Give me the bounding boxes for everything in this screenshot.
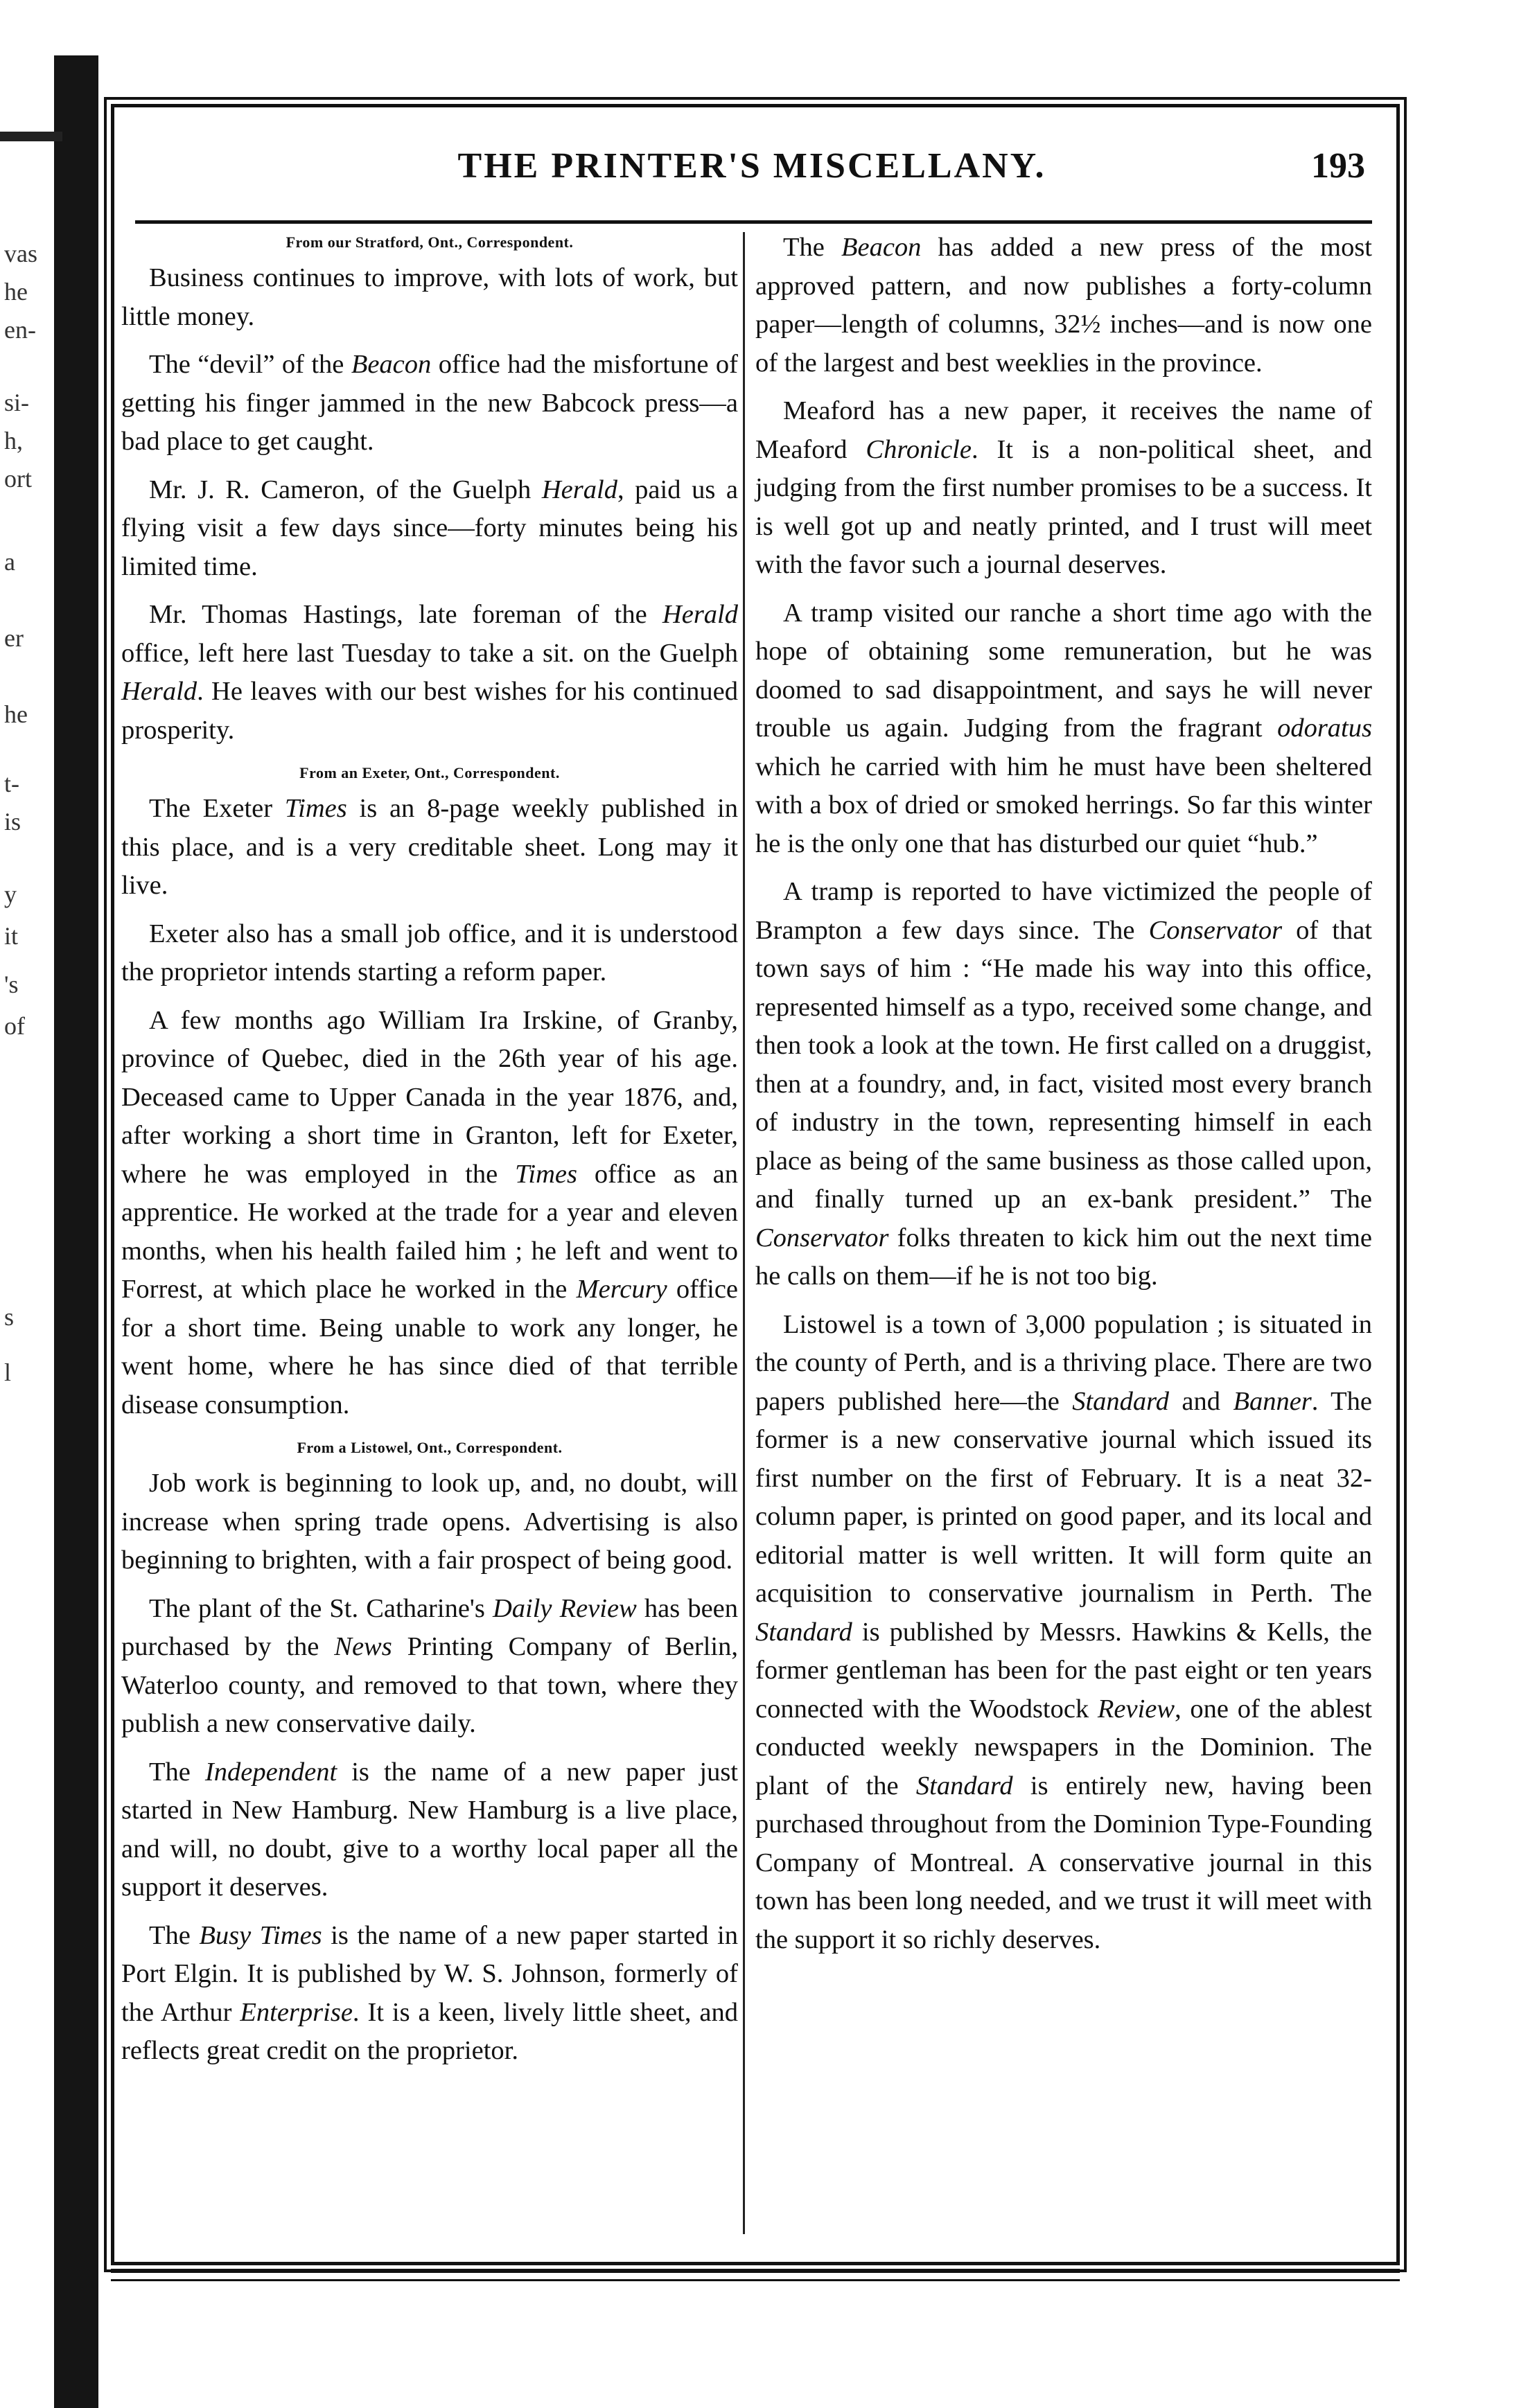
article-paragraph: Listowel is a town of 3,000 population ; is situated in the county of Perth, and is a thriving place. There are two papers published here—the Standard and Banner. The former is a new conservative journal which issued its first number on the first of February. It is a neat 32-column paper, is printed on good paper, and its local and editorial matter is well written. It will form quite an acquisition to conservative journalism in Perth. The Standard is published by Messrs. Hawkins & Kells, the former gentleman has been for the past eight or ten years connected with the Woodstock Review, one of the ablest conducted weekly newspapers in the Dominion. The plant of the Standard is entirely new, having been purchased throughout from the Dominion Type-Founding Company of Montreal. A conservative journal in this town has been long needed, and we trust it will meet with the support it so richly deserves.	[755, 1309, 1372, 1954]
article-paragraph: The “devil” of the Beacon office had the misfortune of getting his finger jammed in the new Babcock press—a bad place to get caught.	[121, 350, 738, 456]
article-paragraph: Mr. Thomas Hastings, late foreman of the Herald office, left here last Tuesday to take a sit. on the Guelph Herald. He leaves with our best wishes for his continued prosperity.	[121, 600, 738, 745]
running-head	[139, 145, 1365, 208]
margin-text-fragment: s	[4, 1303, 15, 1331]
article-paragraph: Meaford has a new paper, it receives the name of Meaford Chronicle. It is a non-political sheet, and judging from the first number promises to be a success. It is well got up and neatly printed, and I trust will meet with the favor such a journal deserves.	[755, 396, 1372, 579]
margin-text-fragment: a	[4, 548, 15, 576]
correspondent-dateline: From an Exeter, Ont., Correspondent.	[299, 764, 560, 781]
margin-text-fragment: en-	[4, 316, 36, 344]
article-paragraph: Mr. J. R. Cameron, of the Guelph Herald, paid us a flying visit a few days since—forty minutes being his limited time.	[121, 475, 738, 581]
header-rule	[135, 220, 1372, 224]
margin-text-fragment: ort	[4, 465, 32, 493]
correspondent-dateline: From a Listowel, Ont., Correspondent.	[297, 1439, 563, 1456]
article-paragraph: Job work is beginning to look up, and, no doubt, will increase when spring trade opens. Advertising is also beginning to brighten, with a fair prospect of being good.	[121, 1469, 738, 1575]
footer-rule	[111, 2269, 1400, 2273]
correspondent-dateline: From our Stratford, Ont., Correspondent.	[286, 233, 574, 251]
margin-text-fragment: he	[4, 278, 28, 306]
left-column	[121, 229, 738, 2080]
article-paragraph: The Beacon has added a new press of the most approved pattern, and now publishes a forty-column paper—length of columns, 32½ inches—and is now one of the largest and best weeklies in the province.	[755, 233, 1372, 378]
article-paragraph: A few months ago William Ira Irskine, of Granby, province of Quebec, died in the 26th year of his age. Deceased came to Upper Canada in the year 1876, and, after working a short time in Granton, left for Exeter, where he was employed in the Times office as an apprentice. He worked at the trade for a year and eleven months, when his health failed him ; he left and went to Forrest, at which place he worked in the Mercury office for a short time. Being unable to work any longer, he went home, where he has since died of that terrible disease consumption.	[121, 1005, 739, 1419]
binding-shadow	[54, 55, 98, 2408]
article-paragraph: The Exeter Times is an 8-page weekly published in this place, and is a very creditable sheet. Long may it live.	[121, 794, 738, 900]
margin-text-fragment: it	[4, 922, 19, 950]
footer-rule-thin	[111, 2279, 1400, 2281]
margin-text-fragment: he	[4, 700, 28, 728]
right-column	[755, 229, 1372, 1969]
margin-text-fragment: vas	[4, 240, 37, 267]
margin-text-fragment: t-	[4, 770, 19, 797]
margin-text-fragment: 's	[4, 971, 19, 998]
article-paragraph: The plant of the St. Catharine's Daily Review has been purchased by the News Printing Company of Berlin, Waterloo county, and removed to that town, where they publish a new conservative daily.	[121, 1593, 738, 1738]
article-paragraph: A tramp is reported to have victimized the people of Brampton a few days since. The Conservator of that town says of him : “He made his way into this office, represented himself as a typo, received some change, and then took a look at the town. He first called on a druggist, then at a foundry, and, in fact, visited most every branch of industry in the town, representing himself in each place as being of the same business as those called upon, and finally turned up an ex-bank president.” The Conservator folks threaten to kick him out the next time he calls on them—if he is not too big.	[755, 877, 1372, 1291]
margin-text-fragment: y	[4, 880, 17, 908]
article-paragraph: The Independent is the name of a new paper just started in New Hamburg. New Hamburg is a live place, and will, no doubt, give to a worthy local paper all the support it deserves.	[121, 1757, 739, 1902]
article-paragraph: Exeter also has a small job office, and it is understood the proprietor intends starting a reform paper.	[121, 919, 738, 986]
column-divider	[743, 232, 745, 2234]
margin-text-fragment: l	[4, 1358, 12, 1386]
margin-text-fragment: is	[4, 808, 21, 835]
margin-text-fragment: er	[4, 624, 24, 652]
margin-text-fragment: h,	[4, 427, 23, 454]
margin-rule	[0, 132, 62, 141]
margin-text-fragment: si-	[4, 389, 29, 416]
article-paragraph: A tramp visited our ranche a short time ago with the hope of obtaining some remuneration, but he was doomed to sad disappointment, and says he will never trouble us again. Judging from the fragrant odoratus which he carried with him he must have been sheltered with a box of dried or smoked herrings. So far this winter he is the only one that has disturbed our quiet “hub.”	[755, 598, 1372, 858]
page-title: THE PRINTER'S MISCELLANY.	[457, 146, 1046, 186]
article-paragraph: Business continues to improve, with lots of work, but little money.	[121, 263, 738, 331]
margin-text-fragment: of	[4, 1012, 25, 1040]
article-paragraph: The Busy Times is the name of a new paper started in Port Elgin. It is published by W. S. Johnson, formerly of the Arthur Enterprise. It is a keen, lively little sheet, and reflects great credit on the proprietor.	[121, 1920, 738, 2065]
page-number: 193	[1311, 146, 1365, 186]
